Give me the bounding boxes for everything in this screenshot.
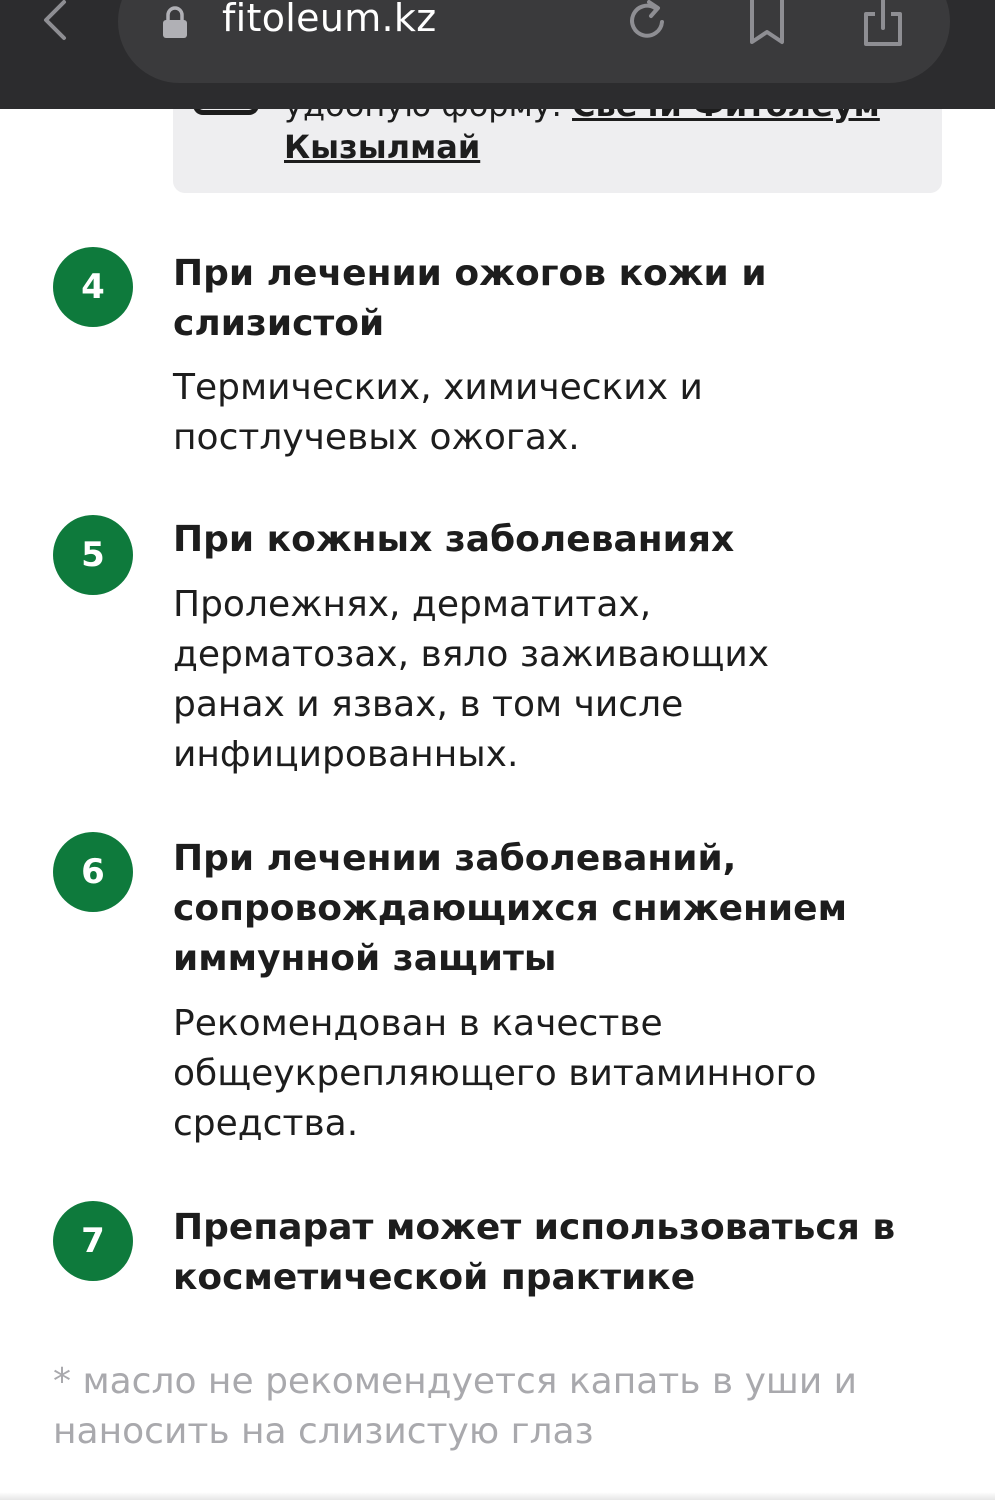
share-icon[interactable] [858, 0, 908, 48]
number-badge: 4 [53, 247, 133, 327]
bottom-divider [0, 1492, 995, 1500]
browser-toolbar [0, 0, 995, 109]
note-link-continued[interactable]: Кызылмай [284, 128, 481, 166]
footnote: * масло не рекомендуется капать в уши и наносить на слизистую глаз [53, 1361, 858, 1452]
item-description: Термических, химических и постлучевых ожогах. [173, 367, 703, 458]
back-icon[interactable] [30, 0, 80, 44]
reload-icon[interactable] [622, 0, 672, 44]
url-text[interactable]: fitoleum.kz [222, 0, 437, 40]
number-badge: 5 [53, 515, 133, 595]
item-title: При лечении заболеваний, сопровождающихся снижением иммунной защиты [173, 838, 847, 979]
lock-icon [160, 6, 190, 38]
item-title: Препарат может использоваться в косметической практике [173, 1207, 896, 1298]
item-title: При кожных заболеваниях [173, 519, 735, 560]
number-badge: 7 [53, 1201, 133, 1281]
item-description: Пролежнях, дерматитах, дерматозах, вяло заживающих ранах и язвах, в том числе инфицированных. [173, 584, 770, 775]
bookmark-icon[interactable] [744, 0, 790, 46]
item-description: Рекомендован в качестве общеукрепляющего витаминного средства. [173, 1003, 817, 1144]
number-badge: 6 [53, 832, 133, 912]
item-title: При лечении ожогов кожи и слизистой [173, 253, 767, 344]
